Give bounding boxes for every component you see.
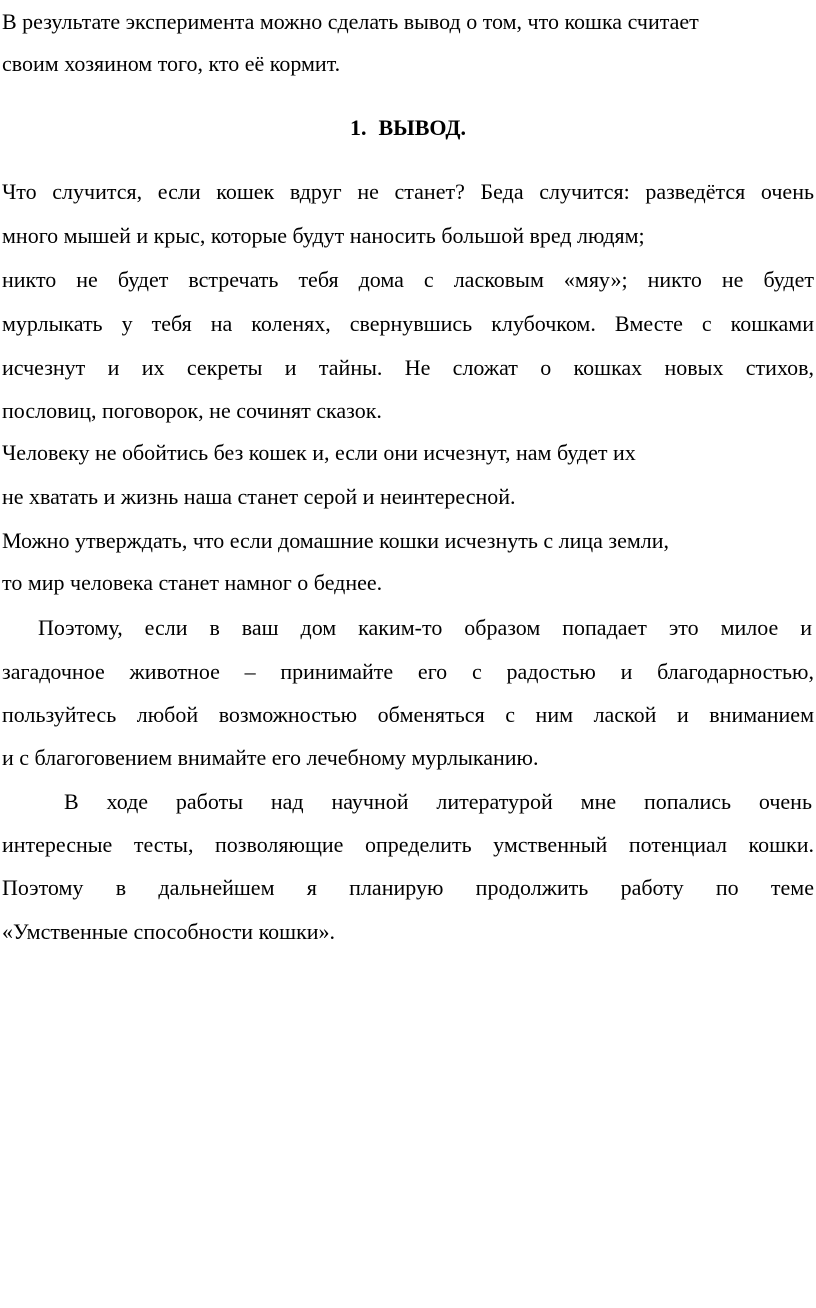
body-line: Поэтому в дальнейшем я планирую продолжить работу по теме (2, 875, 814, 900)
body-line: интересные тесты, позволяющие определить умственный потенциал кошки. (2, 832, 814, 857)
body-line: много мышей и крыс, которые будут наносить большой вред людям; (2, 223, 645, 248)
body-line: Можно утверждать, что если домашние кошки исчезнуть с лица земли, (2, 528, 670, 553)
intro-line: В результате эксперимента можно сделать вывод о том, что кошка считает (2, 9, 699, 34)
body-line: и с благоговением внимайте его лечебному мурлыканию. (2, 745, 539, 770)
body-line: Поэтому, если в ваш дом каким-то образом попадает это милое и (38, 615, 812, 640)
body-line: В ходе работы над научной литературой мне попались очень (64, 789, 812, 814)
body-line: загадочное животное – принимайте его с радостью и благодарностью, (2, 659, 814, 684)
intro-line: своим хозяином того, кто её кормит. (2, 51, 341, 76)
body-line: Человеку не обойтись без кошек и, если они исчезнут, нам будет их (2, 440, 636, 465)
body-line: то мир человека станет намног о беднее. (2, 570, 383, 595)
body-line: пословиц, поговорок, не сочинят сказок. (2, 398, 382, 423)
body-line: мурлыкать у тебя на коленях, свернувшись клубочком. Вместе с кошками (2, 311, 814, 336)
body-line: пользуйтесь любой возможностью обменяться с ним лаской и вниманием (2, 702, 814, 727)
body-line: «Умственные способности кошки». (2, 919, 336, 944)
body-line: не хватать и жизнь наша станет серой и неинтересной. (2, 484, 516, 509)
section-heading (0, 114, 816, 142)
section-title: ВЫВОД. (378, 115, 467, 140)
section-number: 1. (349, 115, 367, 140)
body-line: никто не будет встречать тебя дома с ласковым «мяу»; никто не будет (2, 267, 814, 292)
body-line: Что случится, если кошек вдруг не станет? Беда случится: разведётся очень (2, 179, 814, 204)
body-line: исчезнут и их секреты и тайны. Не сложат о кошках новых стихов, (2, 355, 814, 380)
